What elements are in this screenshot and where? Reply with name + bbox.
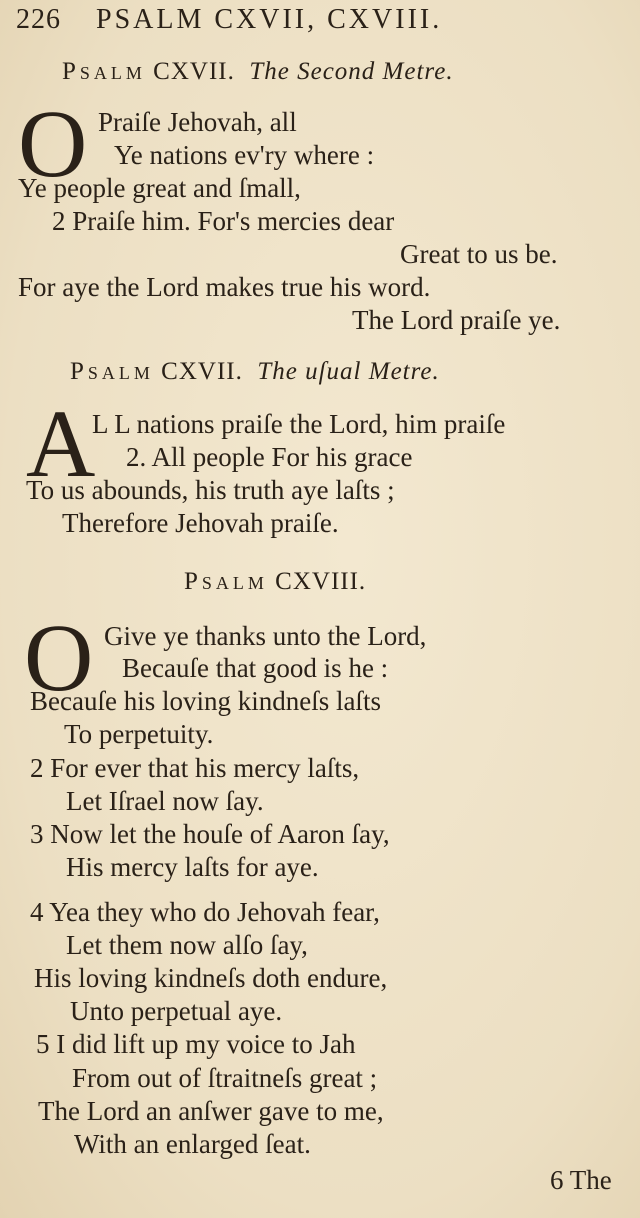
section1-heading <box>62 56 454 88</box>
section2-drop-cap: A <box>26 390 96 497</box>
section1-metre: The Second Metre. <box>249 58 454 85</box>
running-title: PSALM CXVII, CXVIII. <box>96 4 443 35</box>
section1-line: Ye people great and ſmall, <box>18 173 301 203</box>
section2-line: 2. All people For his grace <box>126 442 413 472</box>
section3-heading <box>184 566 366 598</box>
section3-line: Becauſe his loving kindneſs laſts <box>30 686 381 716</box>
section3-line: 5 I did lift up my voice to Jah <box>36 1029 356 1059</box>
section3-line: 4 Yea they who do Jehovah fear, <box>30 897 380 927</box>
section1-line: For aye the Lord makes true his word. <box>18 272 431 302</box>
section1-title-word: Psalm <box>62 58 146 85</box>
section3-line: Unto perpetual aye. <box>70 996 283 1026</box>
section3-line: With an enlarged ſeat. <box>74 1129 311 1159</box>
section3-line: Give ye thanks unto the Lord, <box>104 621 427 651</box>
section2-metre: The uſual Metre. <box>257 358 440 385</box>
section1-line: 2 Praiſe him. For's mercies dear <box>52 206 395 236</box>
section1-line: The Lord praiſe ye. <box>352 305 561 335</box>
section1-line: Great to us be. <box>400 239 558 269</box>
section1-line: Ye nations ev'ry where : <box>114 140 375 170</box>
section1-title-number: CXVII. <box>153 58 235 85</box>
section2-title-word: Psalm <box>70 358 154 385</box>
section1-line: Praiſe Jehovah, all <box>98 107 297 137</box>
section2-heading <box>70 356 440 388</box>
section2-line: L L nations praiſe the Lord, him praiſe <box>92 409 506 439</box>
section2-line: Therefore Jehovah praiſe. <box>62 508 339 538</box>
section3-line: Let Iſrael now ſay. <box>66 786 264 816</box>
section3-line: Let them now alſo ſay, <box>66 930 308 960</box>
section3-line: 3 Now let the houſe of Aaron ſay, <box>30 819 390 849</box>
section3-line: The Lord an anſwer gave to me, <box>38 1096 384 1126</box>
section1-drop-cap: O <box>18 90 88 197</box>
section3-line: His mercy laſts for aye. <box>66 852 319 882</box>
page-number: 226 <box>16 4 61 35</box>
section2-title-number: CXVII. <box>161 358 243 385</box>
section3-line: 2 For ever that his mercy laſts, <box>30 753 360 783</box>
section3-drop-cap: O <box>24 604 94 711</box>
section2-line: To us abounds, his truth aye laſts ; <box>26 475 395 505</box>
section3-line: Becauſe that good is he : <box>122 653 389 683</box>
section3-line: From out of ſtraitneſs great ; <box>72 1063 378 1093</box>
section3-title-number: CXVIII. <box>275 568 367 595</box>
section3-title-word: Psalm <box>184 568 268 595</box>
section3-line: To perpetuity. <box>64 719 214 749</box>
section3-line: His loving kindneſs doth endure, <box>34 963 388 993</box>
catchword: 6 The <box>550 1165 612 1195</box>
